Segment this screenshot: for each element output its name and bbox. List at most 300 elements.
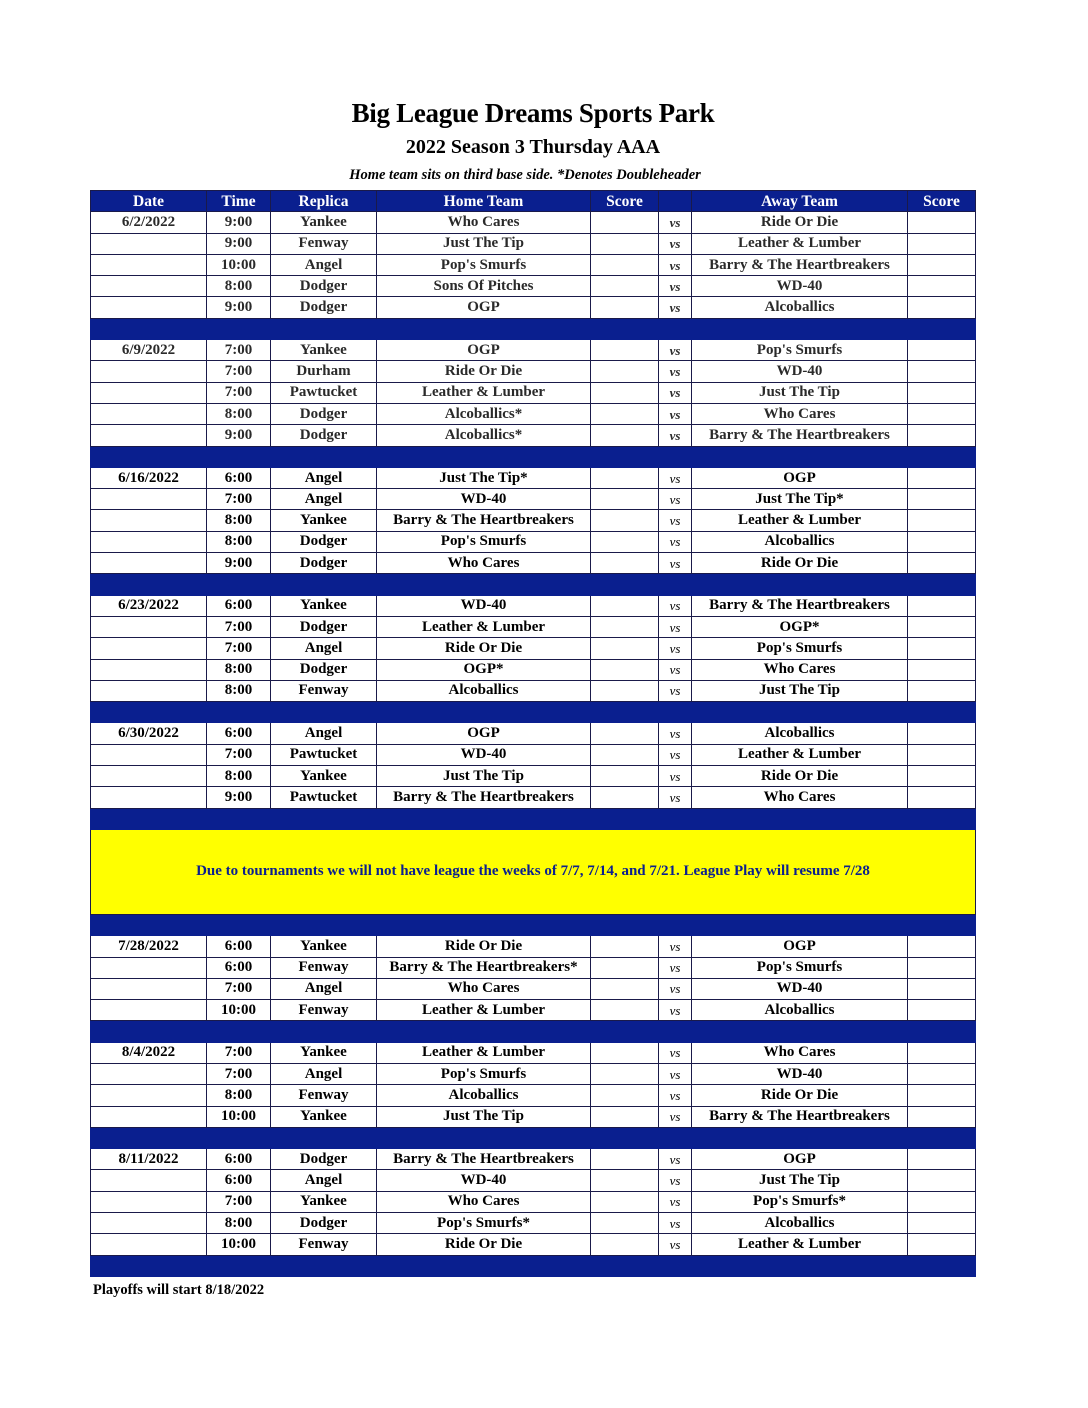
separator-cell <box>591 446 659 467</box>
game-time: 9:00 <box>207 425 271 446</box>
away-score <box>908 766 976 787</box>
game-row <box>91 787 976 808</box>
home-score <box>591 531 659 552</box>
game-replica: Dodger <box>271 531 377 552</box>
separator-cell <box>91 318 207 339</box>
separator-cell <box>377 318 591 339</box>
week-separator <box>91 702 976 723</box>
away-team: WD-40 <box>692 978 908 999</box>
game-replica: Angel <box>271 254 377 275</box>
separator-cell <box>377 1021 591 1042</box>
separator-cell <box>207 808 271 829</box>
home-team: Pop's Smurfs <box>377 531 591 552</box>
separator-cell <box>908 702 976 723</box>
game-replica: Yankee <box>271 510 377 531</box>
week-separator <box>91 1127 976 1148</box>
away-score <box>908 510 976 531</box>
game-replica: Angel <box>271 489 377 510</box>
game-row <box>91 680 976 701</box>
game-replica: Dodger <box>271 1213 377 1234</box>
away-score <box>908 1234 976 1255</box>
game-replica: Fenway <box>271 957 377 978</box>
away-score <box>908 254 976 275</box>
game-row <box>91 510 976 531</box>
away-team: Alcoballics <box>692 297 908 318</box>
game-date <box>91 361 207 382</box>
home-score <box>591 297 659 318</box>
home-team: Pop's Smurfs <box>377 254 591 275</box>
separator-cell <box>659 1127 692 1148</box>
game-date <box>91 382 207 403</box>
game-row <box>91 1234 976 1255</box>
game-row <box>91 425 976 446</box>
away-team: Just The Tip <box>692 382 908 403</box>
away-score <box>908 978 976 999</box>
separator-cell <box>271 808 377 829</box>
home-score <box>591 425 659 446</box>
game-date <box>91 425 207 446</box>
home-team: Barry & The Heartbreakers <box>377 787 591 808</box>
separator-cell <box>377 446 591 467</box>
game-time: 7:00 <box>207 361 271 382</box>
game-row <box>91 340 976 361</box>
game-date <box>91 297 207 318</box>
home-team: Alcoballics* <box>377 425 591 446</box>
game-time: 9:00 <box>207 297 271 318</box>
vs-label: vs <box>659 382 692 403</box>
home-score <box>591 233 659 254</box>
vs-label: vs <box>659 254 692 275</box>
home-team: Pop's Smurfs* <box>377 1213 591 1234</box>
week-separator <box>91 446 976 467</box>
away-score <box>908 659 976 680</box>
vs-label: vs <box>659 723 692 744</box>
game-time: 9:00 <box>207 553 271 574</box>
game-time: 7:00 <box>207 382 271 403</box>
vs-label: vs <box>659 1063 692 1084</box>
home-team: Alcoballics <box>377 680 591 701</box>
game-time: 9:00 <box>207 212 271 233</box>
game-row <box>91 1213 976 1234</box>
vs-label: vs <box>659 489 692 510</box>
home-team: Alcoballics* <box>377 403 591 424</box>
separator-cell <box>91 1127 207 1148</box>
game-time: 6:00 <box>207 1149 271 1170</box>
away-score <box>908 1170 976 1191</box>
game-row <box>91 1063 976 1084</box>
vs-label: vs <box>659 1042 692 1063</box>
away-team: Who Cares <box>692 1042 908 1063</box>
separator-cell <box>908 574 976 595</box>
home-score <box>591 659 659 680</box>
game-row <box>91 1191 976 1212</box>
schedule-note: Home team sits on third base side. *Denotes Doubleheader <box>349 167 701 183</box>
schedule-table <box>90 190 976 1277</box>
game-row <box>91 382 976 403</box>
game-time: 6:00 <box>207 1170 271 1191</box>
away-team: WD-40 <box>692 276 908 297</box>
game-date <box>91 978 207 999</box>
game-replica: Dodger <box>271 297 377 318</box>
vs-label: vs <box>659 510 692 531</box>
vs-label: vs <box>659 1106 692 1127</box>
away-team: Leather & Lumber <box>692 744 908 765</box>
separator-cell <box>207 318 271 339</box>
home-team: Just The Tip <box>377 1106 591 1127</box>
home-score <box>591 978 659 999</box>
game-row <box>91 489 976 510</box>
game-time: 7:00 <box>207 340 271 361</box>
separator-cell <box>271 1127 377 1148</box>
game-time: 6:00 <box>207 957 271 978</box>
separator-cell <box>207 702 271 723</box>
away-team: OGP <box>692 936 908 957</box>
separator-cell <box>377 574 591 595</box>
game-replica: Yankee <box>271 1191 377 1212</box>
home-score <box>591 254 659 275</box>
separator-cell <box>692 574 908 595</box>
game-replica: Dodger <box>271 553 377 574</box>
game-date <box>91 1063 207 1084</box>
col-away-team: Away Team <box>692 191 908 212</box>
away-team: Alcoballics <box>692 723 908 744</box>
separator-cell <box>377 1127 591 1148</box>
game-row <box>91 276 976 297</box>
home-team: Leather & Lumber <box>377 1000 591 1021</box>
away-score <box>908 744 976 765</box>
home-score <box>591 510 659 531</box>
separator-cell <box>591 574 659 595</box>
game-time: 8:00 <box>207 531 271 552</box>
away-team: Pop's Smurfs <box>692 957 908 978</box>
game-row <box>91 723 976 744</box>
away-team: OGP* <box>692 616 908 637</box>
away-team: Alcoballics <box>692 531 908 552</box>
game-time: 7:00 <box>207 744 271 765</box>
vs-label: vs <box>659 403 692 424</box>
game-date <box>91 957 207 978</box>
home-score <box>591 1213 659 1234</box>
away-score <box>908 382 976 403</box>
game-date <box>91 531 207 552</box>
separator-cell <box>377 808 591 829</box>
separator-cell <box>908 1255 976 1276</box>
game-time: 8:00 <box>207 510 271 531</box>
home-team: OGP* <box>377 659 591 680</box>
game-replica: Yankee <box>271 1042 377 1063</box>
game-replica: Yankee <box>271 212 377 233</box>
col-away-score: Score <box>908 191 976 212</box>
game-replica: Fenway <box>271 1234 377 1255</box>
away-score <box>908 425 976 446</box>
game-row <box>91 361 976 382</box>
home-score <box>591 1042 659 1063</box>
home-score <box>591 595 659 616</box>
game-row <box>91 595 976 616</box>
separator-cell <box>692 318 908 339</box>
away-team: Leather & Lumber <box>692 510 908 531</box>
separator-cell <box>207 914 271 935</box>
away-team: Just The Tip <box>692 680 908 701</box>
game-row <box>91 1042 976 1063</box>
game-row <box>91 212 976 233</box>
away-score <box>908 638 976 659</box>
game-time: 7:00 <box>207 616 271 637</box>
separator-cell <box>659 574 692 595</box>
vs-label: vs <box>659 595 692 616</box>
game-row <box>91 233 976 254</box>
week-separator <box>91 318 976 339</box>
page-title: Big League Dreams Sports Park <box>351 98 715 128</box>
game-date <box>91 510 207 531</box>
game-replica: Yankee <box>271 766 377 787</box>
game-date: 6/16/2022 <box>91 467 207 488</box>
home-score <box>591 382 659 403</box>
game-replica: Angel <box>271 467 377 488</box>
separator-cell <box>692 808 908 829</box>
home-team: Who Cares <box>377 1191 591 1212</box>
game-row <box>91 1000 976 1021</box>
home-team: Just The Tip <box>377 233 591 254</box>
separator-cell <box>207 1021 271 1042</box>
game-date <box>91 616 207 637</box>
game-replica: Dodger <box>271 1149 377 1170</box>
game-replica: Fenway <box>271 1000 377 1021</box>
game-time: 7:00 <box>207 489 271 510</box>
game-date <box>91 1106 207 1127</box>
game-date <box>91 638 207 659</box>
col-vs <box>659 191 692 212</box>
separator-cell <box>91 808 207 829</box>
separator-cell <box>659 808 692 829</box>
game-row <box>91 553 976 574</box>
home-score <box>591 553 659 574</box>
game-row <box>91 936 976 957</box>
game-replica: Dodger <box>271 403 377 424</box>
separator-cell <box>659 318 692 339</box>
home-team: WD-40 <box>377 744 591 765</box>
separator-cell <box>908 1021 976 1042</box>
separator-cell <box>659 1021 692 1042</box>
home-team: Barry & The Heartbreakers <box>377 1149 591 1170</box>
away-score <box>908 957 976 978</box>
game-replica: Pawtucket <box>271 787 377 808</box>
separator-cell <box>591 1021 659 1042</box>
separator-cell <box>271 318 377 339</box>
away-score <box>908 212 976 233</box>
separator-cell <box>908 914 976 935</box>
home-score <box>591 1149 659 1170</box>
home-team: Alcoballics <box>377 1085 591 1106</box>
away-score <box>908 276 976 297</box>
separator-cell <box>377 914 591 935</box>
separator-cell <box>908 446 976 467</box>
vs-label: vs <box>659 744 692 765</box>
separator-cell <box>271 574 377 595</box>
separator-cell <box>271 446 377 467</box>
separator-cell <box>91 574 207 595</box>
separator-cell <box>692 914 908 935</box>
separator-cell <box>91 1021 207 1042</box>
home-team: Leather & Lumber <box>377 616 591 637</box>
game-replica: Fenway <box>271 680 377 701</box>
game-row <box>91 978 976 999</box>
vs-label: vs <box>659 616 692 637</box>
separator-cell <box>91 446 207 467</box>
home-score <box>591 616 659 637</box>
away-team: Barry & The Heartbreakers <box>692 425 908 446</box>
col-home-team: Home Team <box>377 191 591 212</box>
separator-cell <box>207 1255 271 1276</box>
away-score <box>908 467 976 488</box>
vs-label: vs <box>659 638 692 659</box>
game-date <box>91 1085 207 1106</box>
home-team: Leather & Lumber <box>377 382 591 403</box>
away-score <box>908 595 976 616</box>
away-score <box>908 936 976 957</box>
separator-cell <box>207 446 271 467</box>
game-time: 6:00 <box>207 936 271 957</box>
away-team: Barry & The Heartbreakers <box>692 1106 908 1127</box>
home-team: Who Cares <box>377 212 591 233</box>
away-team: Just The Tip* <box>692 489 908 510</box>
col-home-score: Score <box>591 191 659 212</box>
separator-cell <box>271 1021 377 1042</box>
separator-cell <box>692 446 908 467</box>
game-row <box>91 766 976 787</box>
home-team: Ride Or Die <box>377 638 591 659</box>
vs-label: vs <box>659 276 692 297</box>
separator-cell <box>908 808 976 829</box>
separator-cell <box>659 1255 692 1276</box>
away-score <box>908 297 976 318</box>
separator-cell <box>91 914 207 935</box>
away-team: Alcoballics <box>692 1213 908 1234</box>
vs-label: vs <box>659 425 692 446</box>
game-time: 6:00 <box>207 723 271 744</box>
away-team: OGP <box>692 1149 908 1170</box>
separator-cell <box>207 574 271 595</box>
away-score <box>908 1063 976 1084</box>
away-score <box>908 1085 976 1106</box>
vs-label: vs <box>659 1191 692 1212</box>
away-team: Barry & The Heartbreakers <box>692 595 908 616</box>
away-team: Ride Or Die <box>692 766 908 787</box>
away-team: WD-40 <box>692 1063 908 1084</box>
away-score <box>908 723 976 744</box>
vs-label: vs <box>659 659 692 680</box>
away-team: Pop's Smurfs <box>692 638 908 659</box>
home-score <box>591 936 659 957</box>
away-score <box>908 233 976 254</box>
separator-cell <box>659 446 692 467</box>
separator-cell <box>659 914 692 935</box>
away-score <box>908 1000 976 1021</box>
separator-cell <box>692 1255 908 1276</box>
away-team: Ride Or Die <box>692 1085 908 1106</box>
separator-cell <box>207 1127 271 1148</box>
col-replica: Replica <box>271 191 377 212</box>
game-replica: Pawtucket <box>271 382 377 403</box>
separator-cell <box>908 318 976 339</box>
game-replica: Dodger <box>271 425 377 446</box>
game-time: 8:00 <box>207 403 271 424</box>
game-replica: Dodger <box>271 616 377 637</box>
home-score <box>591 276 659 297</box>
away-team: Ride Or Die <box>692 553 908 574</box>
away-team: Pop's Smurfs <box>692 340 908 361</box>
separator-cell <box>591 914 659 935</box>
game-date: 8/11/2022 <box>91 1149 207 1170</box>
game-replica: Fenway <box>271 233 377 254</box>
separator-cell <box>692 1021 908 1042</box>
separator-cell <box>692 1127 908 1148</box>
game-time: 8:00 <box>207 659 271 680</box>
away-team: Leather & Lumber <box>692 1234 908 1255</box>
away-score <box>908 1213 976 1234</box>
game-date <box>91 744 207 765</box>
home-score <box>591 467 659 488</box>
game-time: 7:00 <box>207 638 271 659</box>
separator-cell <box>271 702 377 723</box>
game-replica: Yankee <box>271 936 377 957</box>
separator-cell <box>91 702 207 723</box>
vs-label: vs <box>659 361 692 382</box>
game-replica: Durham <box>271 361 377 382</box>
game-date: 8/4/2022 <box>91 1042 207 1063</box>
separator-cell <box>659 702 692 723</box>
game-replica: Yankee <box>271 1106 377 1127</box>
game-time: 8:00 <box>207 680 271 701</box>
game-date <box>91 787 207 808</box>
game-time: 6:00 <box>207 595 271 616</box>
home-score <box>591 1170 659 1191</box>
away-score <box>908 680 976 701</box>
game-row <box>91 297 976 318</box>
away-team: Just The Tip <box>692 1170 908 1191</box>
game-row <box>91 403 976 424</box>
home-team: Barry & The Heartbreakers* <box>377 957 591 978</box>
away-score <box>908 489 976 510</box>
game-date: 6/30/2022 <box>91 723 207 744</box>
vs-label: vs <box>659 553 692 574</box>
home-team: Who Cares <box>377 978 591 999</box>
separator-cell <box>271 1255 377 1276</box>
game-time: 10:00 <box>207 254 271 275</box>
away-score <box>908 1106 976 1127</box>
vs-label: vs <box>659 957 692 978</box>
away-team: Who Cares <box>692 787 908 808</box>
week-separator <box>91 808 976 829</box>
game-time: 10:00 <box>207 1000 271 1021</box>
week-separator <box>91 574 976 595</box>
game-replica: Dodger <box>271 276 377 297</box>
home-score <box>591 1106 659 1127</box>
game-date <box>91 233 207 254</box>
game-time: 8:00 <box>207 276 271 297</box>
game-row <box>91 957 976 978</box>
game-replica: Dodger <box>271 659 377 680</box>
game-date <box>91 680 207 701</box>
home-team: OGP <box>377 340 591 361</box>
playoffs-note: Playoffs will start 8/18/2022 <box>93 1282 265 1298</box>
home-team: Just The Tip* <box>377 467 591 488</box>
game-time: 7:00 <box>207 1191 271 1212</box>
away-team: Pop's Smurfs* <box>692 1191 908 1212</box>
game-date <box>91 1191 207 1212</box>
away-score <box>908 1042 976 1063</box>
away-team: WD-40 <box>692 361 908 382</box>
